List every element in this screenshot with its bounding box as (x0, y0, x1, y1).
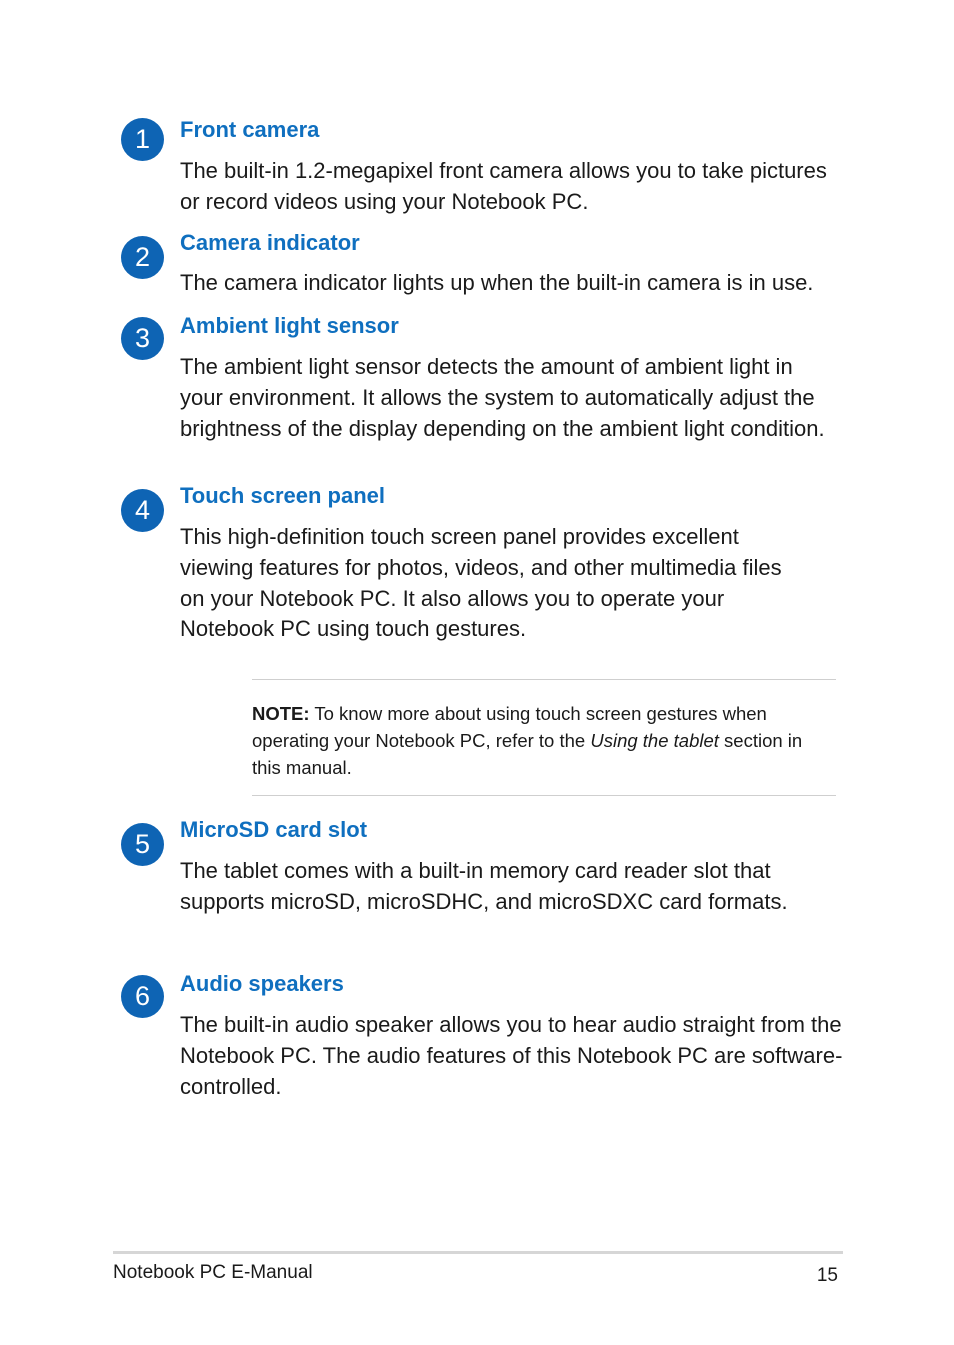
section-title-audio-speakers: Audio speakers (180, 971, 344, 996)
callout-number-4: 4 (121, 489, 164, 532)
callout-number-1: 1 (121, 118, 164, 161)
note-top-divider (252, 679, 836, 680)
note-text-before: To know more about using touch screen gestures when operating your Notebook PC, refer to the (252, 703, 767, 751)
section-title-ambient-light-sensor: Ambient light sensor (180, 313, 399, 338)
section-title-microsd-card-slot: MicroSD card slot (180, 817, 368, 842)
section-text-microsd-card-slot: The tablet comes with a built-in memory card reader slot that supports microSD, microSDHC, and microSDXC card formats. (180, 858, 788, 914)
note-text-after: section in this manual. (252, 730, 803, 778)
callout-number-3: 3 (121, 317, 164, 360)
section-text-camera-indicator: The camera indicator lights up when the built-in camera is in use. (180, 270, 814, 295)
callout-number-5: 5 (121, 823, 164, 866)
callout-number-6: 6 (121, 975, 164, 1018)
section-title-camera-indicator: Camera indicator (180, 230, 360, 255)
section-title-front-camera: Front camera (180, 117, 320, 142)
note-bottom-divider (252, 795, 836, 796)
note-section-reference: Using the tablet (590, 730, 719, 751)
section-text-ambient-light-sensor: The ambient light sensor detects the amount of ambient light in your environment. It allows the system to automatically adjust the brightness of the display depending on the ambient light condition. (180, 354, 825, 441)
page-number: 15 (816, 1265, 838, 1286)
section-text-touch-screen-panel: This high-definition touch screen panel provides excellent viewing features for photos, videos, and other multimedia files on your Notebook PC. It also allows you to operate your Notebook PC using touch gestures. (180, 524, 782, 642)
note-block (252, 700, 836, 781)
section-text-audio-speakers: The built-in audio speaker allows you to hear audio straight from the Notebook PC. The audio features of this Notebook PC are software-controlled. (180, 1012, 843, 1099)
callout-number-2: 2 (121, 236, 164, 279)
footer-manual-title: Notebook PC E-Manual (113, 1262, 313, 1283)
footer-divider (113, 1251, 843, 1254)
section-text-front-camera: The built-in 1.2-megapixel front camera allows you to take pictures or record videos using your Notebook PC. (180, 158, 827, 214)
section-title-touch-screen-panel: Touch screen panel (180, 483, 385, 508)
note-label: NOTE: (252, 703, 310, 724)
